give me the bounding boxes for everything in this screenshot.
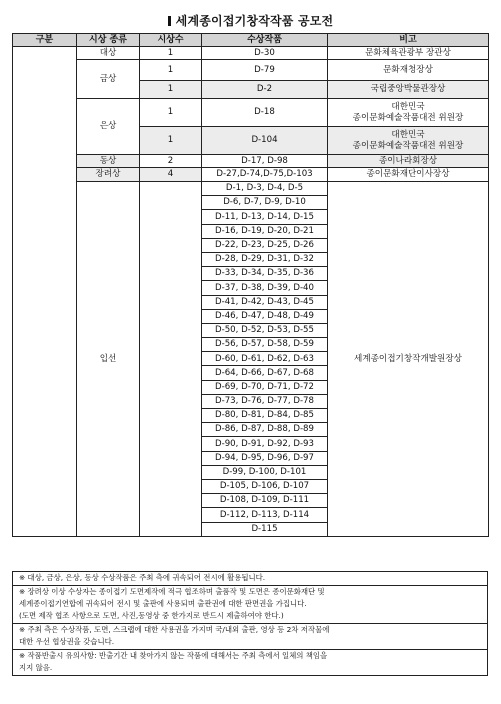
list-item: [202, 238, 327, 252]
notes-row: [13, 624, 488, 650]
selection-work-line: D-37, D-38, D-39, D-40: [202, 281, 327, 295]
selection-work-line: D-46, D-47, D-48, D-49: [202, 309, 327, 323]
note-line: 대한민국: [391, 101, 425, 112]
selection-work-line: D-16, D-19, D-20, D-21: [202, 224, 327, 238]
header-category: 구분: [13, 34, 77, 47]
notes-row: [13, 650, 488, 676]
selection-work-line: D-80, D-81, D-84, D-85: [202, 409, 327, 423]
note-line: ※ 장려상 이상 수상자는 종이접기 도면제작에 적극 협조하며 출품작 및 도면은 종이문화재단 및: [19, 587, 325, 596]
works-cell: D-2: [202, 81, 328, 99]
list-item: [202, 522, 327, 536]
selection-work-line: D-115: [202, 522, 327, 536]
works-cell: D-17, D-98: [202, 155, 328, 168]
note-cell: 문화재청장상: [328, 60, 489, 81]
note-line: 종이문화예술작품대전 위원장: [352, 140, 464, 151]
note-line: 지지 않음.: [19, 663, 53, 672]
list-item: [202, 465, 327, 479]
note-item: [13, 572, 488, 586]
note-line: 종이문화예술작품대전 위원장: [352, 112, 464, 123]
selection-works-list: [202, 182, 327, 536]
selection-work-line: D-90, D-91, D-92, D-93: [202, 437, 327, 451]
list-item: [202, 394, 327, 408]
works-cell: D-79: [202, 60, 328, 81]
list-item: [202, 508, 327, 522]
list-item: [202, 252, 327, 266]
selection-work-line: D-73, D-76, D-77, D-78: [202, 394, 327, 408]
award-cell: 장려상: [77, 168, 140, 182]
notes-table: [12, 571, 488, 676]
selection-work-line: D-22, D-23, D-25, D-26: [202, 238, 327, 252]
list-item: [202, 267, 327, 281]
works-cell: D-30: [202, 47, 328, 60]
count-cell: 4: [140, 168, 202, 182]
notes-row: [13, 572, 488, 586]
list-item: [202, 323, 327, 337]
list-item: [202, 281, 327, 295]
header-row: [13, 34, 489, 47]
award-cell: 금상: [77, 60, 140, 99]
award-cell: 대상: [77, 47, 140, 60]
note-line: 세계종이접기연합에 귀속되어 전시 및 출판에 사용되며 출판권에 대한 판면권을 가집니다.: [19, 599, 307, 608]
list-item: [202, 210, 327, 224]
awards-table: [12, 33, 489, 537]
award-cell: 입선: [77, 182, 140, 537]
note-cell: 종이문화재단이사장상: [328, 168, 489, 182]
note-line: ※ 작품반출시 유의사항: 반출기간 내 찾아가지 않는 작품에 대해서는 주최 측에서 일체의 책임을: [19, 651, 328, 660]
note-cell: 세계종이접기창작개발원장상: [328, 182, 489, 537]
selection-work-line: D-64, D-66, D-67, D-68: [202, 366, 327, 380]
list-item: [202, 366, 327, 380]
title-text: 세계종이접기창작작품 공모전: [175, 14, 334, 28]
works-cell: [202, 182, 328, 537]
selection-work-line: D-99, D-100, D-101: [202, 465, 327, 479]
note-line: (도면 제작 협조 사항으로 도면, 사진,동영상 중 한가지로 반드시 제출하여야 한다.): [19, 611, 284, 620]
works-cell: D-27,D-74,D-75,D-103: [202, 168, 328, 182]
list-item: [202, 380, 327, 394]
list-item: [202, 451, 327, 465]
award-cell: 동상: [77, 155, 140, 168]
selection-work-line: D-108, D-109, D-111: [202, 494, 327, 508]
works-cell: D-18: [202, 99, 328, 127]
list-item: [202, 423, 327, 437]
list-item: [202, 196, 327, 210]
list-item: [202, 295, 327, 309]
table-row: [13, 60, 489, 81]
note-cell: [328, 127, 489, 155]
list-item: [202, 437, 327, 451]
count-cell: [140, 182, 202, 537]
note-item: [13, 650, 488, 676]
notes-row: [13, 586, 488, 624]
selection-row: [13, 182, 489, 537]
award-cell: 은상: [77, 99, 140, 155]
selection-work-line: D-41, D-42, D-43, D-45: [202, 295, 327, 309]
selection-work-line: D-86, D-87, D-88, D-89: [202, 423, 327, 437]
note-item: [13, 586, 488, 624]
count-cell: 1: [140, 47, 202, 60]
header-works: 수상작품: [202, 34, 328, 47]
header-award: 시상 종류: [77, 34, 140, 47]
list-item: [202, 479, 327, 493]
selection-work-line: D-33, D-34, D-35, D-36: [202, 267, 327, 281]
note-line: 대한 우선 협상권을 갖습니다.: [19, 637, 115, 646]
selection-work-line: D-105, D-106, D-107: [202, 479, 327, 493]
note-line: 대한민국: [391, 129, 425, 140]
selection-work-line: D-112, D-113, D-114: [202, 508, 327, 522]
table-row: [13, 47, 489, 60]
note-cell: 종이나라회장상: [328, 155, 489, 168]
category-cell: [13, 47, 77, 537]
works-cell: D-104: [202, 127, 328, 155]
note-line: ※ 주최 측은 수상작품, 도면, 스크랩에 대한 사용권을 가지며 국/내외 출판, 영상 등 2차 저작물에: [19, 625, 330, 634]
note-cell: [328, 99, 489, 127]
list-item: [202, 309, 327, 323]
list-item: [202, 409, 327, 423]
table-row: [13, 155, 489, 168]
note-cell: 국립중앙박물관장상: [328, 81, 489, 99]
selection-work-line: D-94, D-95, D-96, D-97: [202, 451, 327, 465]
note-cell: 문화체육관광부 장관상: [328, 47, 489, 60]
count-cell: 1: [140, 127, 202, 155]
selection-work-line: D-6, D-7, D-9, D-10: [202, 196, 327, 210]
count-cell: 1: [140, 60, 202, 81]
selection-work-line: D-56, D-57, D-58, D-59: [202, 338, 327, 352]
title-bullet-icon: [168, 16, 171, 26]
table-row: [13, 99, 489, 127]
count-cell: 2: [140, 155, 202, 168]
count-cell: 1: [140, 99, 202, 127]
selection-work-line: D-60, D-61, D-62, D-63: [202, 352, 327, 366]
list-item: [202, 224, 327, 238]
table-row: [13, 168, 489, 182]
list-item: [202, 352, 327, 366]
count-cell: 1: [140, 81, 202, 99]
page-title: [0, 12, 501, 29]
note-item: [13, 624, 488, 650]
selection-work-line: D-1, D-3, D-4, D-5: [202, 182, 327, 196]
selection-work-line: D-69, D-70, D-71, D-72: [202, 380, 327, 394]
header-count: 시상수: [140, 34, 202, 47]
selection-work-line: D-11, D-13, D-14, D-15: [202, 210, 327, 224]
list-item: [202, 494, 327, 508]
selection-work-line: D-50, D-52, D-53, D-55: [202, 323, 327, 337]
note-line: ※ 대상, 금상, 은상, 동상 수상작품은 주최 측에 귀속되어 전시에 활용됩니다.: [19, 573, 266, 582]
header-note: 비고: [328, 34, 489, 47]
selection-work-line: D-28, D-29, D-31, D-32: [202, 252, 327, 266]
list-item: [202, 338, 327, 352]
list-item: [202, 182, 327, 196]
